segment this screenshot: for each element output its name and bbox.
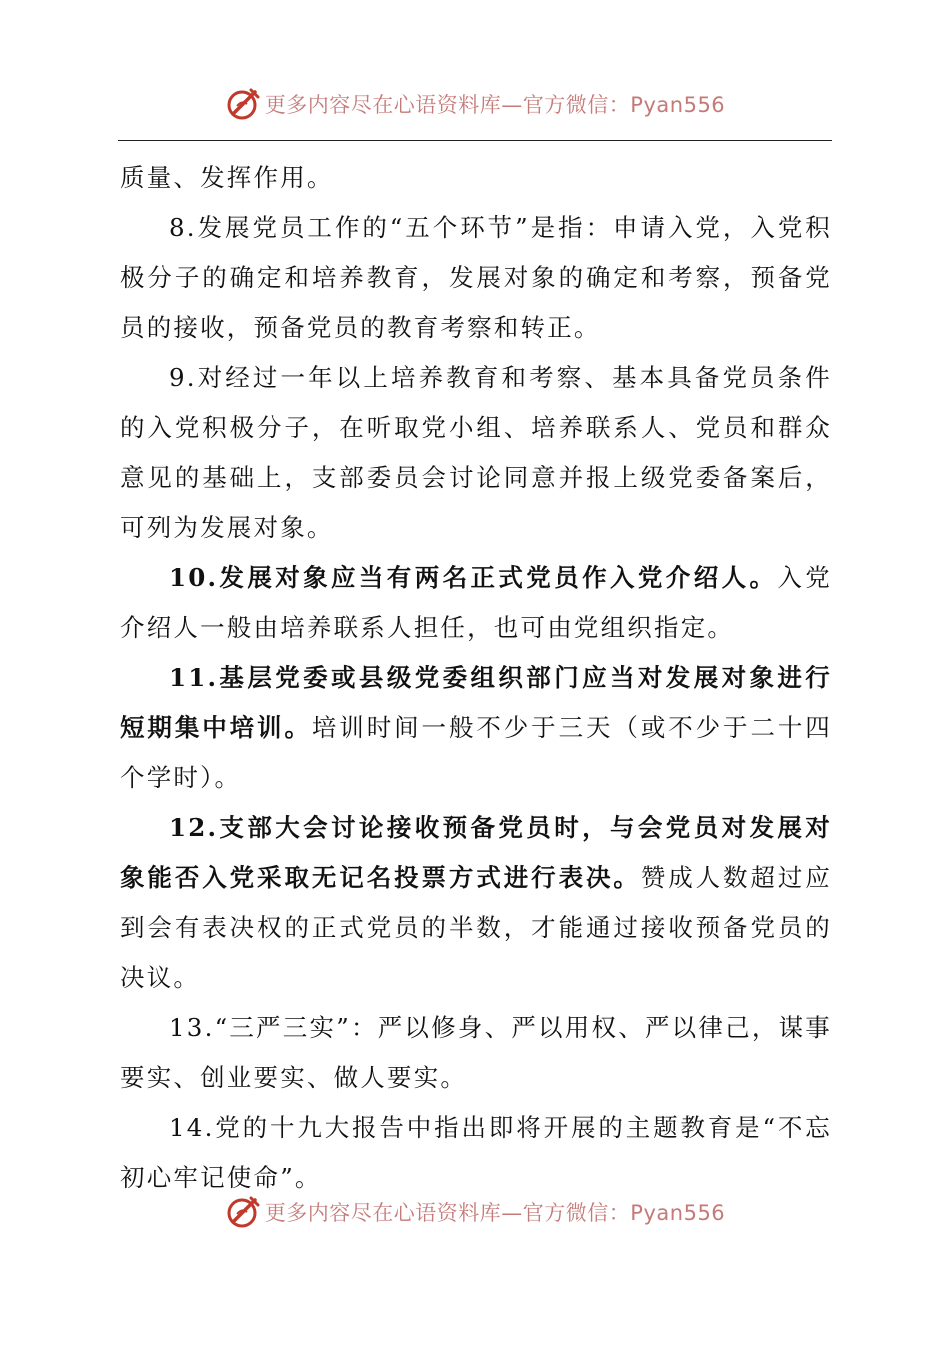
header-divider bbox=[118, 140, 832, 141]
footer-banner-text: 更多内容尽在心语资料库—官方微信：Pyan556 bbox=[264, 1201, 726, 1225]
paragraph: 14.党的十九大报告中指出即将开展的主题教育是“不忘初心牢记使命”。 bbox=[120, 1113, 832, 1192]
header-banner bbox=[0, 84, 950, 124]
paragraph-bold-lead: 11.基层党委或县级党委组织部门应当对发展对象进行短期集中培训。 bbox=[120, 663, 832, 742]
paragraph-bold-lead: 10.发展对象应当有两名正式党员作入党介绍人。 bbox=[169, 563, 778, 592]
pen-logo-icon bbox=[225, 1194, 261, 1230]
paragraph: 9.对经过一年以上培养教育和考察、基本具备党员条件的入党积极分子，在听取党小组、培养联系人、党员和群众意见的基础上，支部委员会讨论同意并报上级党委备案后，可列为发展对象。 bbox=[120, 363, 832, 542]
pen-logo-icon bbox=[225, 86, 261, 122]
header-banner-text: 更多内容尽在心语资料库—官方微信：Pyan556 bbox=[264, 93, 726, 117]
paragraph-bold-lead: 12.支部大会讨论接收预备党员时，与会党员对发展对象能否入党采取无记名投票方式进行表决。 bbox=[120, 813, 832, 892]
paragraph: 质量、发挥作用。 bbox=[120, 163, 334, 192]
document-body bbox=[120, 153, 832, 1203]
paragraph: 10.发展对象应当有两名正式党员作入党介绍人。入党介绍人一般由培养联系人担任，也可由党组织指定。 bbox=[120, 563, 832, 642]
footer-banner bbox=[0, 1192, 950, 1232]
paragraph: 13.“三严三实”：严以修身、严以用权、严以律己，谋事要实、创业要实、做人要实。 bbox=[120, 1013, 832, 1092]
paragraph: 12.支部大会讨论接收预备党员时，与会党员对发展对象能否入党采取无记名投票方式进行表决。赞成人数超过应到会有表决权的正式党员的半数，才能通过接收预备党员的决议。 bbox=[120, 813, 832, 992]
paragraph: 11.基层党委或县级党委组织部门应当对发展对象进行短期集中培训。培训时间一般不少于三天（或不少于二十四个学时）。 bbox=[120, 663, 832, 792]
paragraph: 8.发展党员工作的“五个环节”是指：申请入党，入党积极分子的确定和培养教育，发展对象的确定和考察，预备党员的接收，预备党员的教育考察和转正。 bbox=[120, 213, 832, 342]
